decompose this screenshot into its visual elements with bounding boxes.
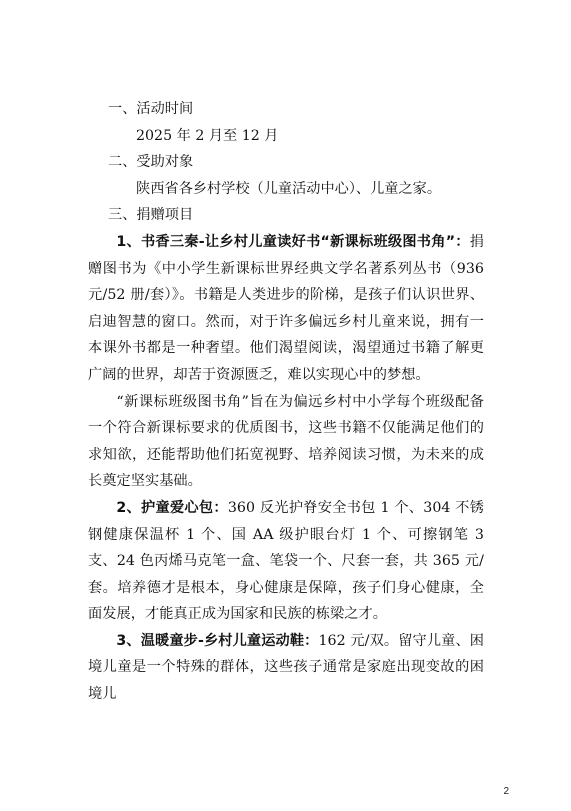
donation-item-care-pack-text: 360 反光护脊安全书包 1 个、304 不锈钢健康保温杯 1 个、国 AA 级护眼台灯 1 个、可擦钢笔 3 支、24 色丙烯马克笔一盒、笔袋一个、尺套一套，共 365 元/套。培养德才是根本，身心健康是保障，孩子们身心健康，全面发展，才能真正成为国家和民族的栋梁之才。 bbox=[88, 499, 484, 623]
donation-item-shoes-text: 162 元/双。留守儿童、困境儿童是一个特殊的群体，这些孩子通常是家庭出现变故的困境儿 bbox=[88, 632, 484, 703]
section-heading-activity-time: 一、活动时间 bbox=[108, 101, 194, 117]
beneficiaries-text: 陕西省各乡村学校（儿童活动中心）、儿童之家。 bbox=[136, 180, 442, 197]
donation-item-books-paragraph-2: “新课标班级图书角”旨在为偏远乡村中小学每个班级配备一个符合新课标要求的优质图书，这些书籍不仅能满足他们的求知欲，还能帮助他们拓宽视野、培养阅读习惯，为未来的成长奠定坚实基础。 bbox=[88, 393, 484, 490]
donation-item-shoes bbox=[88, 628, 484, 708]
donation-item-books bbox=[88, 229, 484, 389]
donation-item-books-label: 1、书香三秦-让乡村儿童读好书“新课标班级图书角”： bbox=[116, 233, 470, 250]
section-heading-beneficiaries: 二、受助对象 bbox=[108, 154, 194, 171]
page-number: 2 bbox=[503, 786, 509, 797]
document-body bbox=[88, 96, 484, 708]
section-heading-donation-items: 三、捐赠项目 bbox=[108, 207, 194, 224]
donation-item-care-pack-label: 2、护童爱心包： bbox=[116, 499, 228, 516]
donation-item-books-text: 捐赠图书为《中小学生新课标世界经典文学名著系列丛书（936 元/52 册/套）》。书籍是人类进步的阶梯，是孩子们认识世界、启迪智慧的窗口。然而，对于许多偏远乡村儿童来说，拥有一本课外书都是一种奢望。他们渴望阅读，渴望通过书籍了解更广阔的世界，却苦于资源匮乏，难以实现心中的梦想。 bbox=[88, 233, 484, 383]
donation-item-shoes-label: 3、温暖童步-乡村儿童运动鞋： bbox=[116, 632, 319, 649]
donation-item-care-pack bbox=[88, 495, 484, 628]
activity-time-text: 2025 年 2 月至 12 月 bbox=[136, 127, 279, 144]
